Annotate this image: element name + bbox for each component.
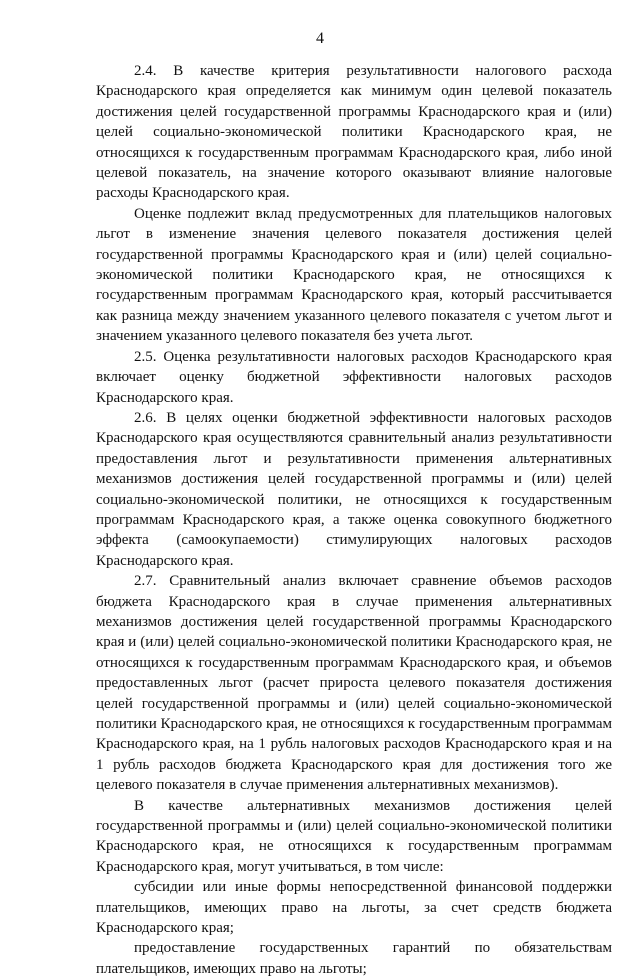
list-item-subsidies: субсидии или иные формы непосредственной финансовой поддержки плательщиков, имеющих право на льготы, за счет средств бюджета Краснодарского края;	[96, 879, 612, 937]
list-item-state-guarantees: предоставление государственных гарантий по обязательствам плательщиков, имеющих право на льготы;	[96, 940, 612, 977]
paragraph-2-4: 2.4. В качестве критерия результативности налогового расхода Краснодарского края определяется как минимум один целевой показатель достижения целей государственной программы Краснодарского края и (или) целей социально-экономической политики Краснодарского края, не относящихся к государственным программам Краснодарского края, либо иной целевой показатель, на значение которого оказывают влияние налоговые расходы Краснодарского края.	[96, 63, 612, 202]
paragraph-evaluation-contribution: Оценке подлежит вклад предусмотренных для плательщиков налоговых льгот в изменение значения целевого показателя достижения целей государственной программы Краснодарского края и (или) целей социально-экономической политики Краснодарского края, не относящихся к государственным программам Краснодарского края, который рассчитывается как разница между значением указанного целевого показателя с учетом льгот и значением указанного целевого показателя без учета льгот.	[96, 205, 612, 345]
paragraph-2-5: 2.5. Оценка результативности налоговых расходов Краснодарского края включает оценку бюджетной эффективности налоговых расходов Краснодарского края.	[96, 348, 612, 406]
page-number: 4	[316, 30, 324, 47]
document-body	[96, 61, 612, 979]
paragraph-2-7: 2.7. Сравнительный анализ включает сравнение объемов расходов бюджета Краснодарского края в случае применения альтернативных механизмов достижения целей государственной программы Краснодарского края и (или) целей социально-экономической политики Краснодарского края, не относящихся к государственным программам Краснодарского края, и объемов предоставленных льгот (расчет прироста целевого показателя достижения целей государственной программы и (или) целей социально-экономической политики Краснодарского края, не относящихся к государственным программам Краснодарского края, на 1 рубль налоговых расходов Краснодарского края и на 1 рубль расходов бюджета Краснодарского края для достижения того же целевого показателя в случае применения альтернативных механизмов).	[96, 573, 612, 794]
paragraph-alternative-mechanisms: В качестве альтернативных механизмов достижения целей государственной программы и (или) целей социально-экономической политики Краснодарского края, не относящихся к государственным программам Краснодарского края, могут учитываться, в том числе:	[96, 797, 612, 875]
paragraph-2-6: 2.6. В целях оценки бюджетной эффективности налоговых расходов Краснодарского края осуществляются сравнительный анализ результативности предоставления льгот и результативности применения альтернативных механизмов достижения целей государственной программы и (или) целей социально-экономической политики, не относящихся к государственным программам Краснодарского края, а также оценка совокупного бюджетного эффекта (самоокупаемости) стимулирующих налоговых расходов Краснодарского края.	[96, 409, 612, 569]
